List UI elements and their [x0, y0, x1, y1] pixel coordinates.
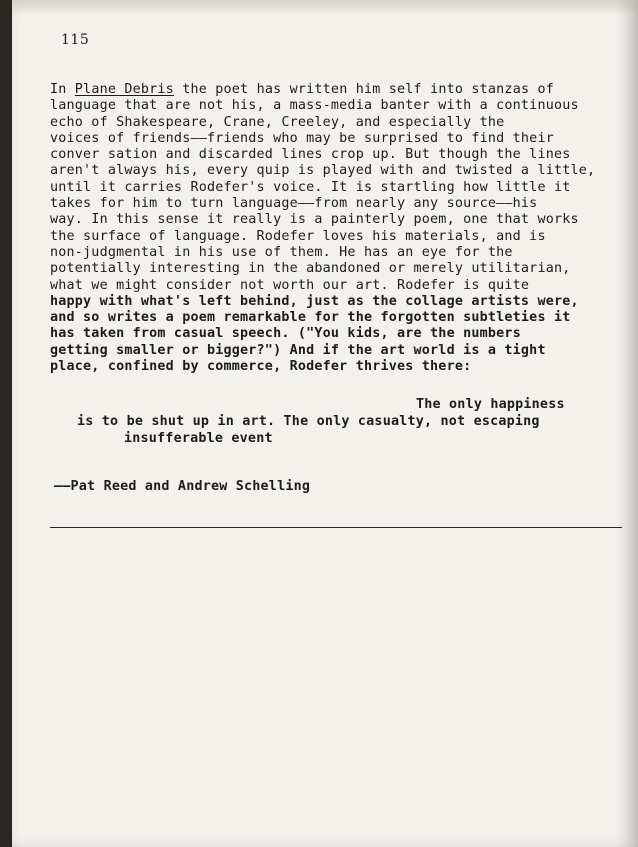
page-edge-shadow: [12, 0, 638, 14]
paragraph-line-17: getting smaller or bigger?") And if the art world is a tight: [50, 342, 546, 358]
binding-shadow: [616, 0, 638, 847]
book-page: [12, 0, 638, 847]
poem-quotation: [50, 396, 620, 447]
paragraph-line-12: potentially interesting in the abandoned or merely utilitarian,: [50, 261, 571, 277]
paragraph-line-9: way. In this sense it really is a painterly poem, one that works: [50, 212, 579, 228]
review-signature: ——Pat Reed and Andrew Schelling: [54, 479, 311, 494]
paragraph-line-11: non-judgmental in his use of them. He has an eye for the: [50, 244, 513, 260]
paragraph-line-13: what we might consider not worth our art. Rodefer is quite: [50, 277, 530, 293]
title-prefix: In: [50, 82, 75, 97]
quote-line-3: insufferable event: [124, 431, 273, 446]
paragraph-line-7: until it carries Rodefer's voice. It is startling how little it: [50, 179, 571, 195]
page-number: 115: [61, 32, 90, 48]
paragraph-line-4: voices of friends——friends who may be surprised to find their: [50, 130, 554, 146]
paragraph-line-10: the surface of language. Rodefer loves his materials, and is: [50, 228, 546, 244]
paragraph-line-1: [50, 82, 620, 98]
section-divider: [50, 527, 622, 528]
paragraph-line-18: place, confined by commerce, Rodefer thrives there:: [50, 359, 472, 375]
quote-line-2: is to be shut up in art. The only casualty, not escaping: [77, 414, 540, 429]
paragraph-line-14: happy with what's left behind, just as the collage artists were,: [50, 293, 579, 309]
paragraph-line-2: language that are not his, a mass-media banter with a continuous: [50, 98, 579, 114]
paragraph-line-5: conver sation and discarded lines crop up. But though the lines: [50, 147, 571, 163]
paragraph-line-15: and so writes a poem remarkable for the forgotten subtleties it: [50, 310, 571, 326]
paragraph-line-6: aren't always his, every quip is played with and twisted a little,: [50, 163, 596, 179]
paragraph-line-16: has taken from casual speech. ("You kids, are the numbers: [50, 326, 521, 342]
quote-line-1: The only happiness: [416, 397, 565, 412]
poem-title: Plane Debris: [74, 82, 174, 97]
paragraph-line-8: takes for him to turn language——from nearly any source——his: [50, 196, 538, 212]
review-paragraph: [50, 82, 620, 375]
line-text: the poet has written him self into stanzas of: [173, 82, 554, 97]
paragraph-line-3: echo of Shakespeare, Crane, Creeley, and especially the: [50, 114, 505, 130]
